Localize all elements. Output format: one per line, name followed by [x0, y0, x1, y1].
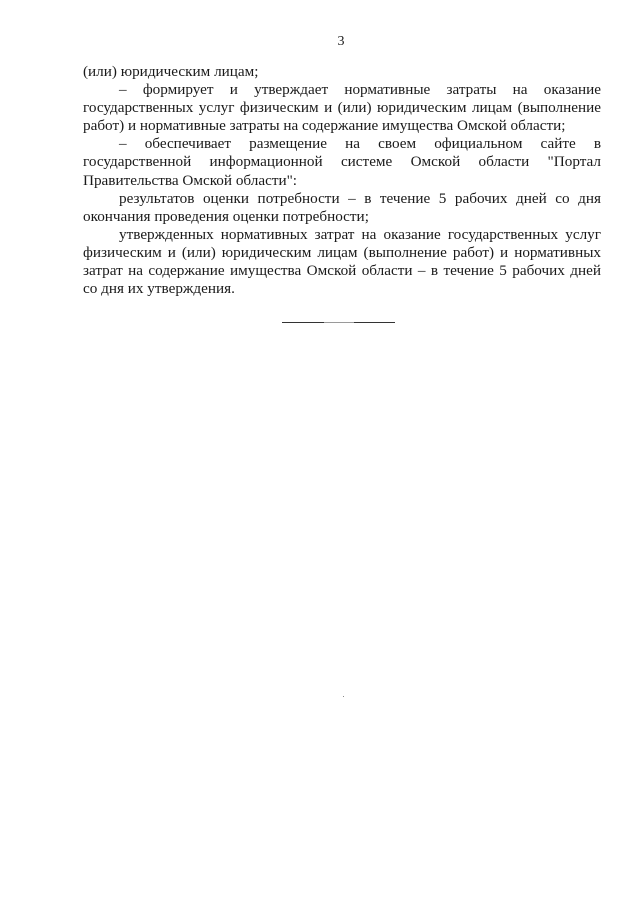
document-body	[83, 63, 601, 298]
scan-artifact	[343, 696, 344, 697]
end-separator-line	[282, 322, 395, 323]
paragraph-approved-costs: утвержденных нормативных затрат на оказание государственных услуг физическим и (или) юридическим лицам (выполнение работ) и нормативных затрат на содержание имущества Омской области – в течение 5 рабочих дней со дня их утверждения.	[83, 225, 601, 298]
paragraph-publication: – обеспечивает размещение на своем официальном сайте в государственной информационной системе Омской области "Портал Правительства Омской области":	[83, 135, 601, 189]
paragraph-normative-costs: – формирует и утверждает нормативные затраты на оказание государственных услуг физическим и (или) юридическим лицам (выполнение работ) и нормативные затраты на содержание имущества Омской области;	[83, 81, 601, 135]
separator-segment	[324, 322, 354, 323]
paragraph-assessment-results: результатов оценки потребности – в течение 5 рабочих дней со дня окончания проведения оценки потребности;	[83, 189, 601, 225]
paragraph-continuation: (или) юридическим лицам;	[83, 63, 259, 80]
page-number: 3	[337, 34, 345, 49]
